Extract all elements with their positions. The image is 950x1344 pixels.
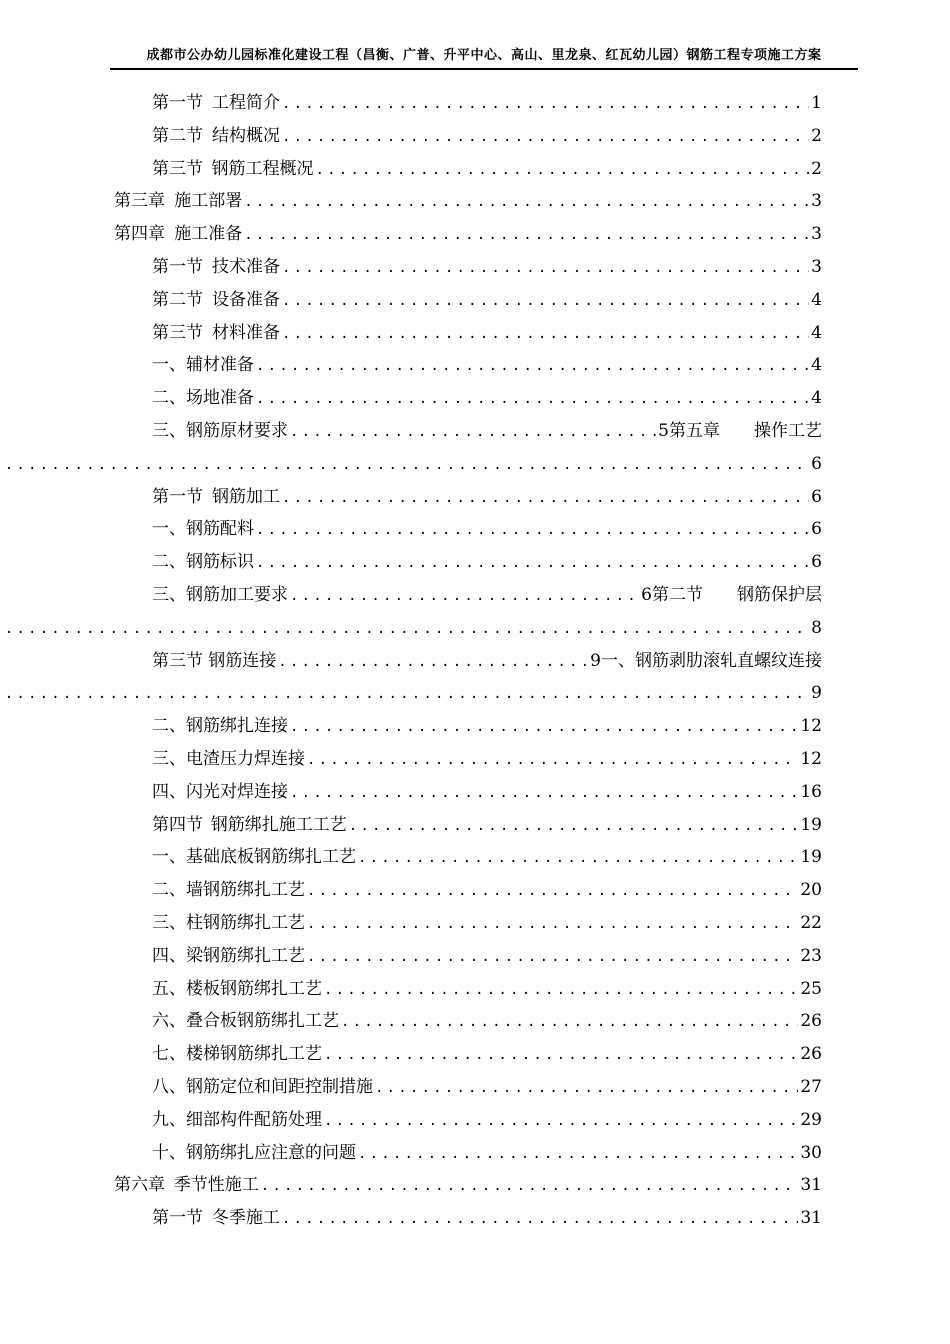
toc-entry-title: 二、钢筋标识 [152,552,254,573]
toc-page-number: 2 [811,158,822,179]
toc-dot-leader [356,1138,798,1171]
toc-line [152,743,822,777]
toc-line [152,710,822,744]
toc-entry[interactable] [0,1202,950,1235]
toc-line [152,579,822,613]
toc-entry[interactable] [0,284,950,317]
toc-entry-title: 三、柱钢筋绑扎工艺 [152,912,305,933]
toc-entry[interactable] [0,448,950,481]
toc-entry-continuation: 一、钢筋剥肋滚轧直螺纹连接 [601,650,822,671]
toc-entry-number: 第二节 [152,289,203,310]
toc-entry-number: 第一节 [152,1208,203,1229]
toc-entry-number: 第三节 [152,158,203,179]
toc-entry-number: 第一节 [152,93,203,113]
toc-entry[interactable] [0,940,950,973]
toc-entry[interactable] [0,153,950,186]
toc-entry[interactable] [0,1005,950,1038]
toc-page-number: 9 [811,683,822,704]
toc-line [152,382,822,416]
toc-line [0,612,822,646]
toc-page-number: 6 [811,519,822,540]
toc-line [152,776,822,810]
toc-entry-number: 第四节 [152,814,203,835]
toc-dot-leader [254,350,809,383]
toc-line [152,317,822,351]
toc-line [114,1169,822,1203]
toc-entry-continuation: 第二节 钢筋保护层 [652,584,822,605]
toc-entry-number: 第三节 [152,322,203,343]
toc-line [152,1005,822,1039]
toc-entry-title: 设备准备 [212,289,281,310]
toc-line [152,874,822,908]
toc-line [152,153,822,187]
toc-entry-title: 季节性施工 [173,1175,259,1196]
toc-entry[interactable] [0,185,950,218]
toc-dot-leader [347,810,799,843]
toc-dot-leader [313,154,809,187]
toc-page-number: 5 [658,420,669,441]
toc-line [152,645,822,679]
toc-dot-leader [259,1170,799,1203]
toc-entry-title: 一、钢筋配料 [152,519,254,540]
toc-entry-title: 钢筋工程概况 [211,158,314,179]
toc-dot-leader [280,1203,799,1236]
toc-entry[interactable] [0,382,950,415]
toc-dot-leader [322,974,798,1007]
toc-line [0,677,822,711]
toc-dot-leader [288,580,639,613]
toc-line [152,513,822,547]
toc-dot-leader [280,121,809,154]
toc-entry-title: 四、闪光对焊连接 [152,781,288,802]
toc-dot-leader [288,711,798,744]
toc-page-number: 31 [800,1208,822,1229]
toc-page-number: 19 [800,847,822,868]
toc-page-number: 3 [811,224,822,245]
toc-dot-leader [305,744,798,777]
toc-dot-leader [254,514,809,547]
toc-entry[interactable] [0,874,950,907]
toc-dot-leader [254,383,809,416]
toc-line [152,1071,822,1105]
toc-entry[interactable] [0,1104,950,1137]
toc-entry-title: 三、钢筋原材要求 [152,420,288,441]
toc-entry[interactable] [0,710,950,743]
toc-entry-continuation: 第五章 操作工艺 [669,420,822,441]
toc-entry[interactable] [0,481,950,514]
toc-page-number: 25 [800,978,822,999]
toc-page-number: 22 [800,912,822,933]
toc-dot-leader [322,1105,798,1138]
toc-dot-leader [322,1039,798,1072]
toc-line [152,907,822,941]
toc-entry-number: 第六章 [114,1175,165,1196]
toc-entry[interactable] [0,251,950,284]
toc-entry[interactable] [0,776,950,809]
toc-line [152,87,822,121]
toc-entry[interactable] [0,415,950,448]
toc-dot-leader [0,678,809,711]
toc-line [114,185,822,219]
toc-entry-title: 结构概况 [212,125,281,146]
toc-page-number: 26 [800,1011,822,1032]
toc-entry[interactable] [0,743,950,776]
toc-entry-title: 三、电渣压力焊连接 [152,748,305,769]
toc-dot-leader [305,875,798,908]
toc-line [152,841,822,875]
toc-entry-title: 二、场地准备 [152,388,254,409]
toc-line [152,415,822,449]
toc-line [152,546,822,580]
toc-line [152,1104,822,1138]
toc-entry[interactable] [0,612,950,645]
toc-line [152,973,822,1007]
toc-line [152,481,822,515]
toc-page-number: 27 [800,1076,822,1097]
toc-page-number: 4 [811,322,822,343]
toc-dot-leader [356,842,798,875]
toc-dot-leader [373,1072,798,1105]
toc-page-number: 20 [800,880,822,901]
toc-line [152,809,822,843]
toc-entry[interactable] [0,1169,950,1202]
toc-dot-leader [280,318,809,351]
toc-page-number: 29 [800,1109,822,1130]
toc-entry[interactable] [0,317,950,350]
toc-page-number: 26 [800,1044,822,1065]
toc-line [152,1137,822,1171]
toc-dot-leader [305,941,798,974]
toc-dot-leader [242,186,809,219]
toc-entry-number: 第二节 [152,125,203,146]
toc-entry[interactable] [0,973,950,1006]
toc-page-number: 6 [811,552,822,573]
toc-page-number: 6 [811,486,822,507]
toc-line [152,1202,822,1236]
toc-entry[interactable] [0,513,950,546]
toc-entry-title: 五、楼板钢筋绑扎工艺 [152,978,322,999]
toc-entry[interactable] [0,907,950,940]
toc-entry-title: 施工部署 [174,191,243,212]
toc-entry[interactable] [0,218,950,251]
toc-entry-title: 工程简介 [212,93,281,113]
toc-line [152,251,822,285]
toc-entry-title: 六、叠合板钢筋绑扎工艺 [152,1011,339,1032]
toc-entry[interactable] [0,579,950,612]
toc-dot-leader [254,547,809,580]
toc-line [0,448,822,482]
toc-page-number: 9 [590,650,601,671]
page-header [110,44,858,63]
toc-dot-leader [339,1006,798,1039]
toc-page-number: 12 [800,748,822,769]
toc-entry[interactable] [0,546,950,579]
toc-entry-title: 二、墙钢筋绑扎工艺 [152,880,305,901]
toc-entry[interactable] [0,677,950,710]
toc-page-number: 4 [811,388,822,409]
toc-dot-leader [276,646,588,679]
toc-entry-title: 冬季施工 [211,1208,280,1229]
toc-entry-title: 四、梁钢筋绑扎工艺 [152,945,305,966]
toc-page-number: 3 [811,191,822,212]
toc-entry[interactable] [0,349,950,382]
toc-dot-leader [280,88,809,121]
toc-entry[interactable] [0,1137,950,1170]
toc-page-number: 4 [811,355,822,376]
toc-page-number: 8 [811,617,822,638]
toc-entry[interactable] [0,120,950,153]
toc-page-number: 31 [800,1175,822,1196]
table-of-contents [0,87,950,1235]
toc-page-number: 19 [800,814,822,835]
toc-entry-title: 一、基础底板钢筋绑扎工艺 [152,847,356,868]
toc-line [152,284,822,318]
toc-dot-leader [280,285,809,318]
toc-entry-number: 第四章 [114,224,165,245]
toc-entry-title: 施工准备 [174,224,243,245]
toc-entry-title: 钢筋加工 [212,486,281,507]
toc-entry-title: 材料准备 [212,322,281,343]
toc-dot-leader [0,449,809,482]
toc-dot-leader [280,482,809,515]
toc-line [152,1038,822,1072]
toc-entry-number: 第一节 [152,256,203,277]
toc-entry[interactable] [0,841,950,874]
document-title: 成都市公办幼儿园标准化建设工程（昌衡、广普、升平中心、高山、里龙泉、红瓦幼儿园）钢筋工程专项施工方案 [146,48,822,63]
toc-dot-leader [288,416,656,449]
toc-entry[interactable] [0,1038,950,1071]
toc-entry-title: 钢筋连接 [208,650,277,671]
toc-entry-number: 第一节 [152,486,203,507]
toc-entry-title: 九、细部构件配筋处理 [152,1109,322,1130]
toc-entry[interactable] [0,809,950,842]
toc-line [152,349,822,383]
header-divider [110,68,858,70]
toc-line [152,940,822,974]
toc-entry-title: 三、钢筋加工要求 [152,584,288,605]
toc-page-number: 30 [800,1142,822,1163]
toc-page-number: 23 [800,945,822,966]
toc-entry-number: 第三节 [152,650,203,671]
toc-line [152,120,822,154]
toc-page-number: 12 [800,716,822,737]
toc-entry-title: 一、辅材准备 [152,355,254,376]
toc-dot-leader [288,777,798,810]
toc-entry-title: 七、楼梯钢筋绑扎工艺 [152,1044,322,1065]
toc-entry-number: 第三章 [114,191,165,212]
toc-page-number: 2 [811,125,822,146]
toc-entry[interactable] [0,645,950,678]
toc-page-number: 6 [811,453,822,474]
toc-entry-title: 八、钢筋定位和间距控制措施 [152,1076,373,1097]
toc-dot-leader [305,908,798,941]
toc-dot-leader [0,613,809,646]
toc-entry-title: 钢筋绑扎施工工艺 [210,814,347,835]
toc-line [114,218,822,252]
toc-entry-title: 二、钢筋绑扎连接 [152,716,288,737]
toc-entry-title: 十、钢筋绑扎应注意的问题 [152,1142,356,1163]
toc-page-number: 6 [641,584,652,605]
toc-dot-leader [242,219,809,252]
toc-entry[interactable] [0,1071,950,1104]
toc-page-number: 1 [811,93,822,113]
toc-page-number: 3 [811,256,822,277]
toc-dot-leader [280,252,809,285]
toc-entry[interactable] [0,87,950,120]
toc-page-number: 4 [811,289,822,310]
toc-page-number: 16 [800,781,822,802]
toc-entry-title: 技术准备 [212,256,281,277]
